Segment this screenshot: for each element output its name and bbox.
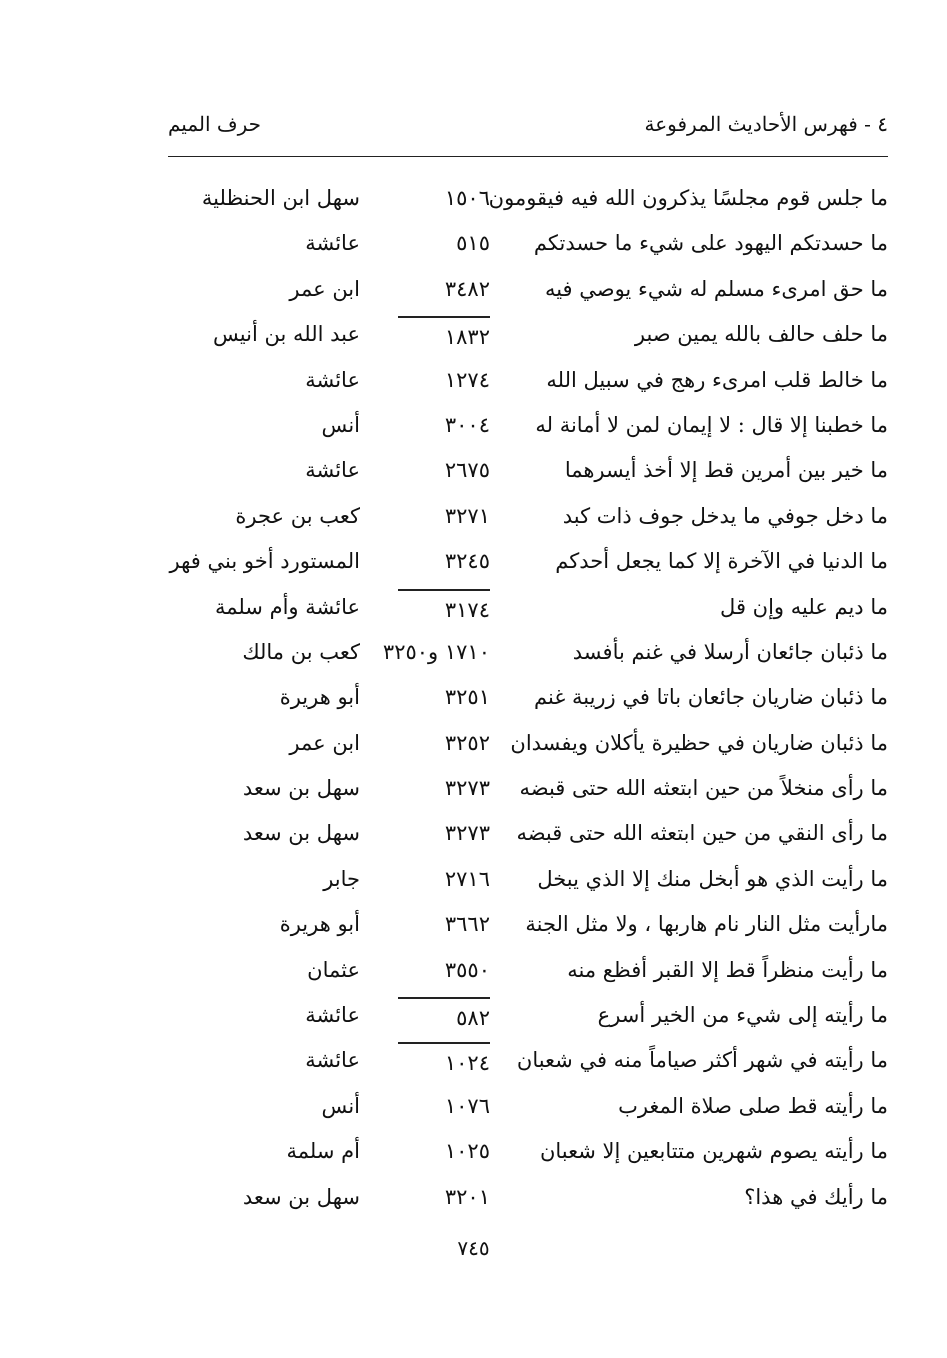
hadith-text: مارأيت مثل النار نام هاربها ، ولا مثل الجنة: [525, 912, 888, 937]
hadith-text: ما ذئبان ضاريان جائعان باتا في زريبة غنم: [534, 685, 888, 710]
index-entry: [168, 1038, 888, 1083]
hadith-text: ما ديم عليه وإن قل: [720, 594, 888, 619]
narrator-name: المستورد أخو بني فهر: [169, 549, 360, 574]
hadith-number: ٣٢٥٢: [444, 730, 490, 755]
index-entry: [168, 176, 888, 221]
index-entry: [168, 993, 888, 1038]
index-entry: [168, 857, 888, 902]
letter-heading: حرف الميم: [168, 112, 262, 136]
hadith-number: ٣٢٧٣: [444, 821, 490, 846]
index-entry: [168, 403, 888, 448]
narrator-name: عائشة: [305, 231, 360, 256]
hadith-number: ٣٤٨٢: [444, 276, 490, 301]
hadith-text: ما ذئبان جائعان أرسلا في غنم بأفسد: [572, 639, 888, 664]
narrator-name: عائشة: [305, 1048, 360, 1073]
narrator-name: ابن عمر: [289, 730, 360, 755]
hadith-number: ٢٧١٦: [444, 866, 490, 891]
index-entry: [168, 766, 888, 811]
hadith-text: ما دخل جوفي ما يدخل جوف ذات كبد: [562, 503, 888, 528]
narrator-name: سهل بن سعد: [242, 1184, 360, 1209]
narrator-name: أنس: [321, 1093, 360, 1118]
hadith-number: ٣٢٥١: [444, 685, 490, 710]
hadith-number: ٣٢٧٣: [444, 776, 490, 801]
narrator-name: أبو هريرة: [279, 912, 360, 937]
hadith-text: ما رأيته قط صلى صلاة المغرب: [618, 1093, 888, 1118]
section-title: ٤ - فهرس الأحاديث المرفوعة: [644, 112, 888, 136]
page-number: ٧٤٥: [457, 1236, 490, 1260]
index-entry: [168, 811, 888, 856]
hadith-number: ٥٨٢: [398, 997, 490, 1037]
header-rule: [168, 156, 888, 157]
index-entry: [168, 1084, 888, 1129]
index-entry: [168, 539, 888, 584]
hadith-text: ما حلف حالف بالله يمين صبر: [634, 322, 888, 347]
hadith-number: ٣٥٥٠: [444, 957, 490, 982]
index-entry: [168, 221, 888, 266]
narrator-name: عائشة: [305, 458, 360, 483]
narrator-name: جابر: [323, 866, 360, 891]
index-entry: [168, 721, 888, 766]
index-entry: [168, 358, 888, 403]
hadith-text: ما رأيته يصوم شهرين متتابعين إلا شعبان: [539, 1139, 888, 1164]
index-entry: [168, 1175, 888, 1220]
hadith-text: ما الدنيا في الآخرة إلا كما يجعل أحدكم: [555, 549, 888, 574]
hadith-text: ما حسدتكم اليهود على شيء ما حسدتكم: [533, 231, 888, 256]
narrator-name: سهل بن سعد: [242, 821, 360, 846]
index-entry: [168, 585, 888, 630]
hadith-text: ما خطبنا إلا قال : لا إيمان لمن لا أمانة له: [535, 412, 888, 437]
hadith-text: ما خالط قلب امرىء رهج في سبيل الله: [546, 367, 888, 392]
hadith-text: ما خير بين أمرين قط إلا أخذ أيسرهما: [564, 458, 888, 483]
index-entry: [168, 267, 888, 312]
index-entry: [168, 312, 888, 357]
narrator-name: ابن عمر: [289, 276, 360, 301]
narrator-name: عثمان: [307, 957, 360, 982]
hadith-text: ما رأيت منظراً قط إلا القبر أفظع منه: [567, 957, 888, 982]
hadith-text: ما رأيته في شهر أكثر صياماً منه في شعبان: [516, 1048, 888, 1073]
hadith-text: ما ذئبان ضاريان في حظيرة يأكلان ويفسدان: [510, 730, 888, 755]
hadith-text: ما رأى منخلاً من حين ابتعثه الله حتى قبضه: [519, 776, 888, 801]
index-entry: [168, 1129, 888, 1174]
hadith-number: ١٠٧٦: [444, 1093, 490, 1118]
hadith-number: ٣٢٠١: [444, 1184, 490, 1209]
hadith-number: ٣٠٠٤: [444, 412, 490, 437]
hadith-number: ١٢٧٤: [444, 367, 490, 392]
index-entry: [168, 630, 888, 675]
hadith-number: ٣٦٦٢: [444, 912, 490, 937]
hadith-number: ٣٢٤٥: [444, 549, 490, 574]
hadith-number: ١٥٠٦: [444, 186, 490, 210]
hadith-number: ٣٢٧١: [444, 503, 490, 528]
hadith-number: ٥١٥: [456, 231, 490, 256]
hadith-number: ١٨٣٢: [398, 316, 490, 356]
narrator-name: عبد الله بن أنيس: [213, 322, 360, 347]
hadith-text: ما رأيك في هذا؟: [744, 1184, 888, 1209]
hadith-text: ما رأيته إلى شيء من الخير أسرع: [597, 1003, 888, 1028]
running-header: [168, 112, 888, 148]
index-entry: [168, 675, 888, 720]
narrator-name: عائشة: [305, 367, 360, 392]
hadith-text: ما جلس قوم مجلسًا يذكرون الله فيه فيقومون: [488, 186, 888, 210]
narrator-name: كعب بن مالك: [242, 639, 360, 664]
hadith-number: ١٠٢٤: [398, 1042, 490, 1082]
narrator-name: سهل ابن الحنظلية: [201, 186, 360, 210]
hadith-number: ٣١٧٤: [398, 589, 490, 629]
index-entry: [168, 948, 888, 993]
index-entry: [168, 902, 888, 947]
hadith-index-list: [168, 176, 888, 1220]
narrator-name: سهل بن سعد: [242, 776, 360, 801]
narrator-name: أبو هريرة: [279, 685, 360, 710]
narrator-name: أم سلمة: [286, 1139, 360, 1164]
narrator-name: كعب بن عجرة: [235, 503, 360, 528]
hadith-text: ما رأى النقي من حين ابتعثه الله حتى قبضه: [516, 821, 888, 846]
index-entry: [168, 448, 888, 493]
narrator-name: عائشة وأم سلمة: [214, 594, 360, 619]
hadith-number: ١٠٢٥: [444, 1139, 490, 1164]
narrator-name: أنس: [321, 412, 360, 437]
hadith-number: ١٧١٠ و٣٢٥٠: [382, 639, 490, 664]
index-entry: [168, 494, 888, 539]
hadith-number: ٢٦٧٥: [444, 458, 490, 483]
hadith-text: ما حق امرىء مسلم له شيء يوصي فيه: [544, 276, 888, 301]
narrator-name: عائشة: [305, 1003, 360, 1028]
hadith-text: ما رأيت الذي هو أبخل منك إلا الذي يبخل: [537, 866, 888, 891]
